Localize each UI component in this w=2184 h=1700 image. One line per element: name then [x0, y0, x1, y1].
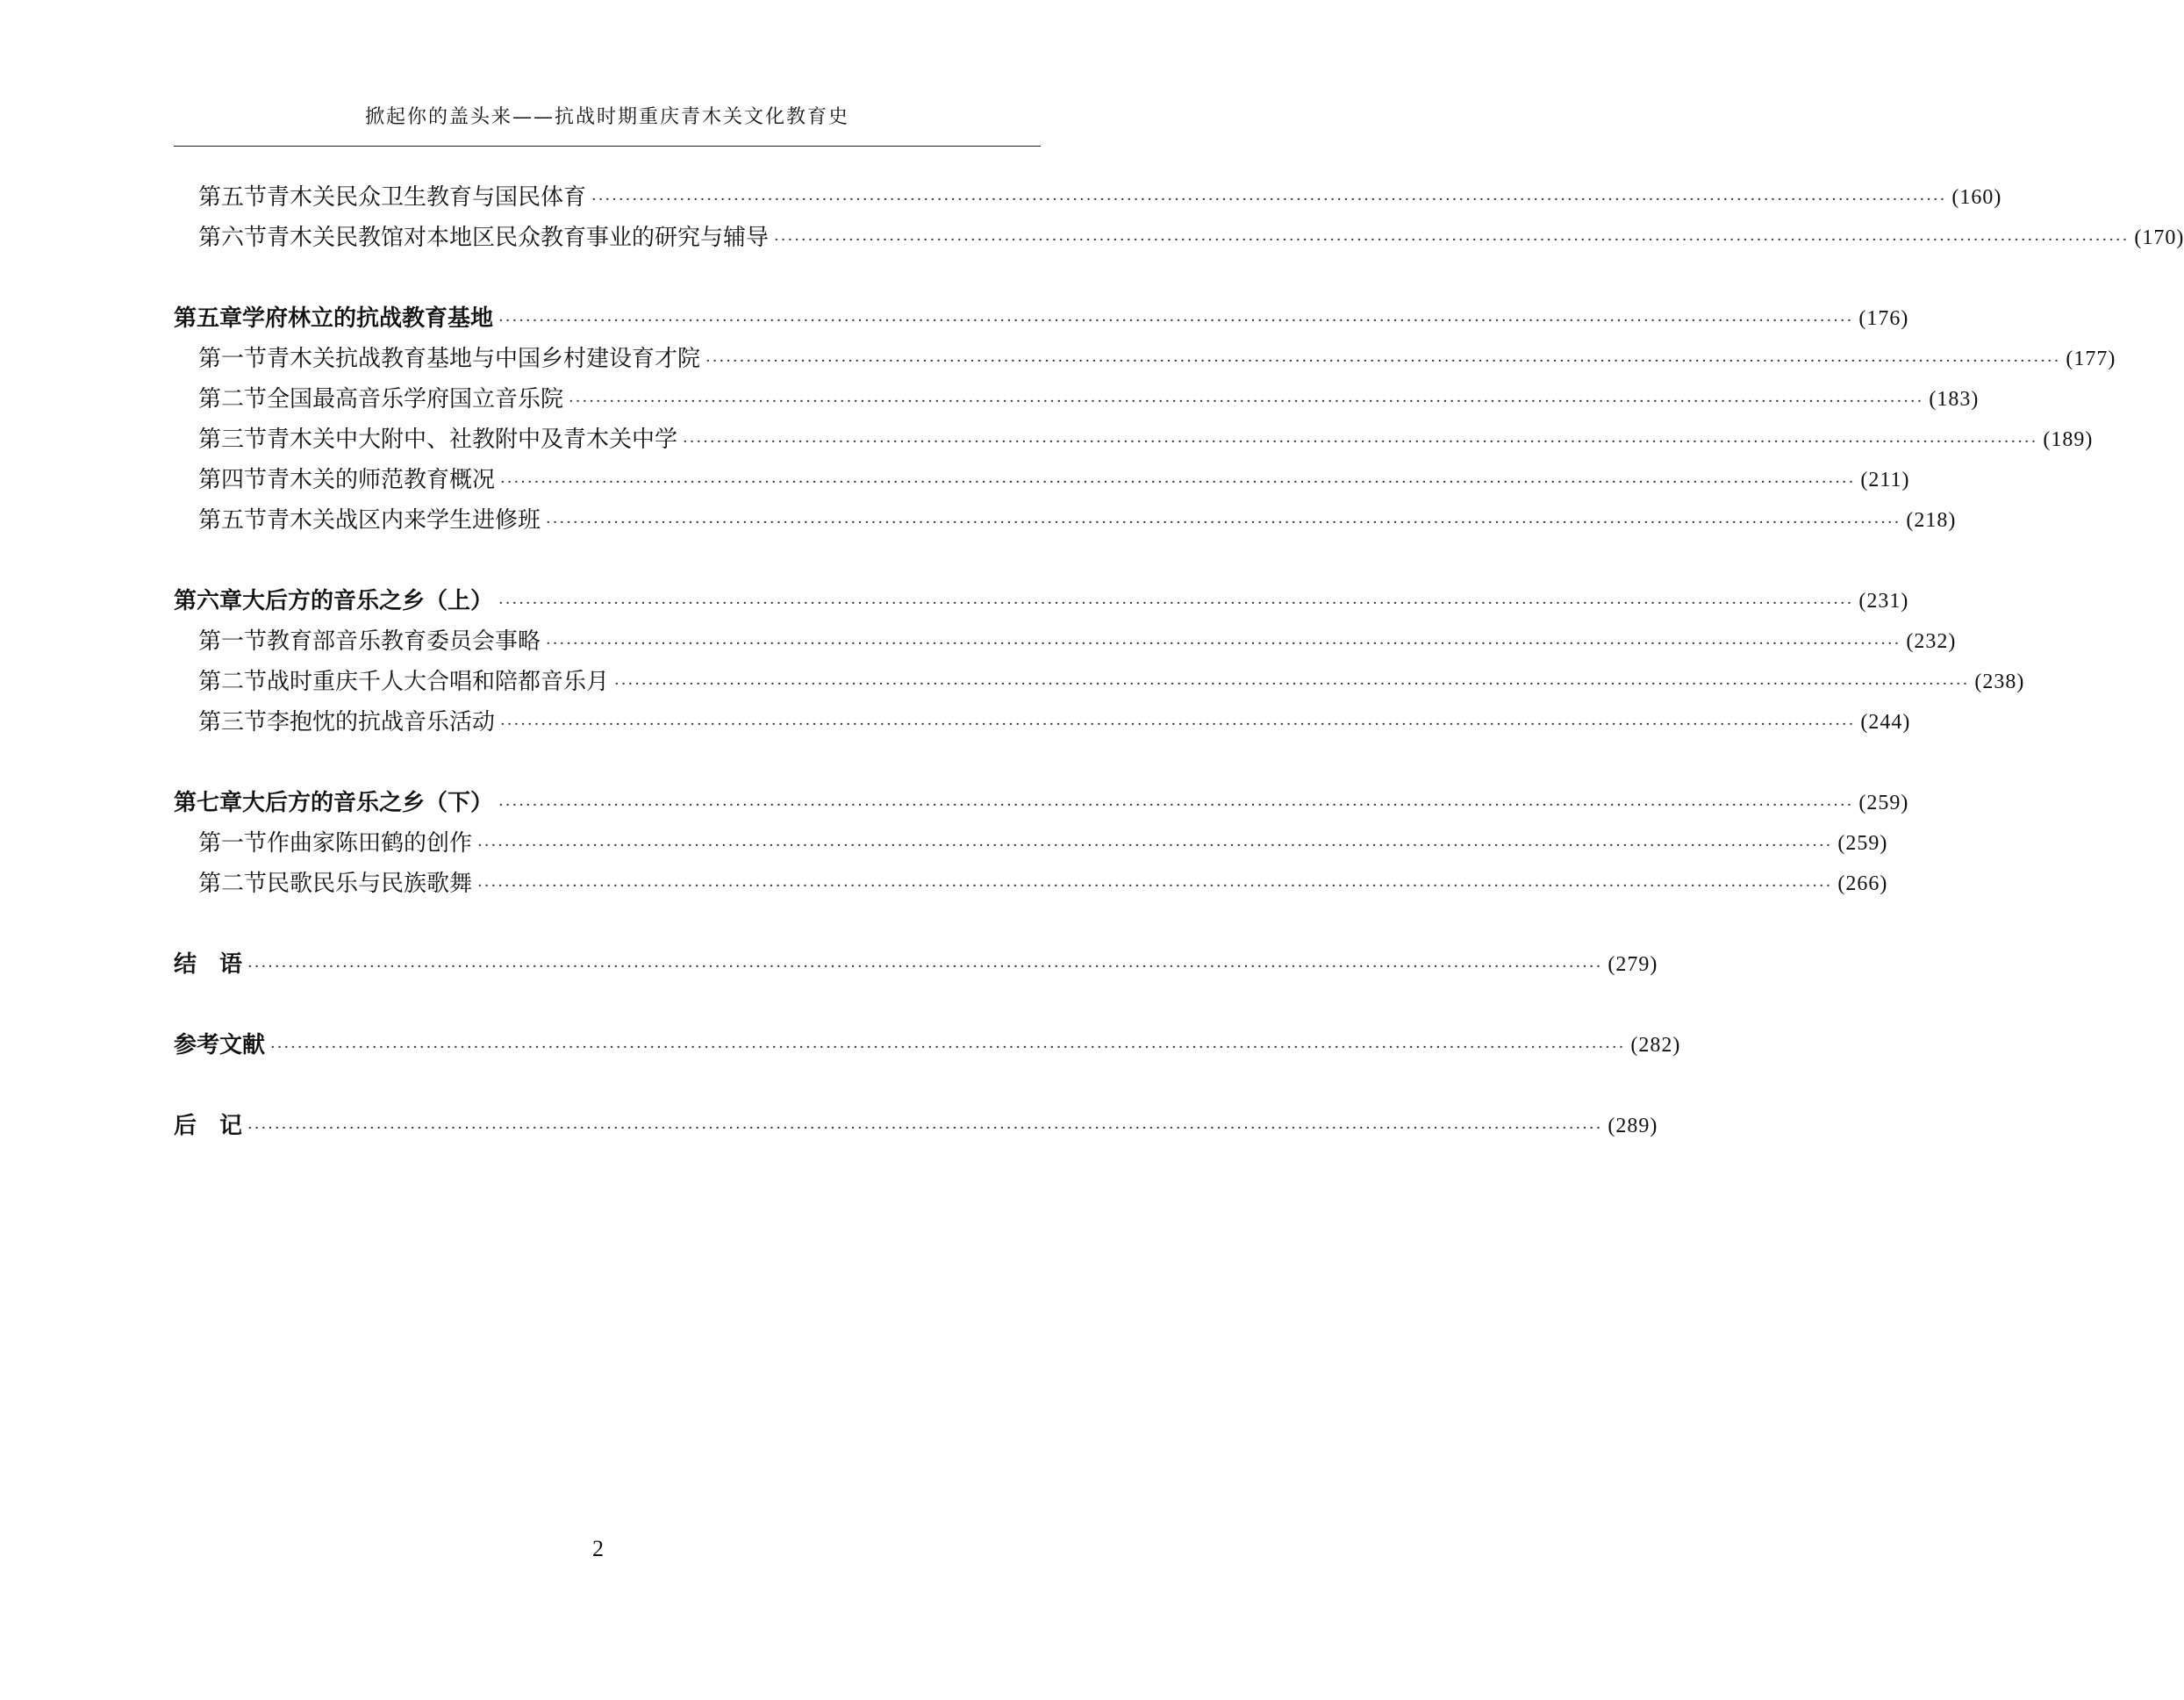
- dot-leader: ········································································································································································································: [591, 190, 1947, 209]
- dot-leader: ········································································································································································································: [546, 635, 1901, 653]
- dot-leader: ········································································································································································································: [500, 715, 1856, 734]
- entry-number: 第一节: [198, 346, 268, 372]
- dot-leader: ········································································································································································································: [569, 392, 1924, 411]
- entry-page-number: (160): [1951, 186, 2002, 209]
- entry-title: 后 记: [174, 1113, 243, 1139]
- entry-number: 第一节: [198, 628, 268, 655]
- toc-section-entry[interactable]: [174, 621, 1957, 662]
- dot-leader: ········································································································································································································: [247, 958, 1603, 976]
- entry-page-number: (282): [1630, 1034, 1681, 1057]
- entry-title: 作曲家陈田鹤的创作: [267, 830, 473, 857]
- entry-page-number: (279): [1608, 953, 1658, 976]
- entry-number: 第五节: [198, 507, 268, 534]
- entry-number: 第二节: [198, 386, 268, 412]
- toc-block: [174, 944, 1658, 985]
- header-divider: [174, 146, 1041, 147]
- toc-block: [174, 581, 2025, 742]
- entry-page-number: (259): [1858, 792, 1909, 814]
- entry-number: 第一节: [198, 830, 268, 857]
- page-number: 2: [592, 1536, 604, 1561]
- entry-page-number: (183): [1929, 388, 1980, 411]
- entry-title: 结 语: [174, 951, 243, 978]
- toc-block: [174, 177, 2184, 258]
- entry-number: 第二节: [198, 669, 268, 695]
- entry-number: 第三节: [198, 709, 268, 735]
- entry-title: 青木关民众卫生教育与国民体育: [267, 184, 587, 211]
- toc-chapter-entry[interactable]: [174, 1025, 1681, 1065]
- entry-page-number: (176): [1858, 307, 1909, 330]
- toc-section-entry[interactable]: [174, 864, 1888, 904]
- entry-number: 第五节: [198, 184, 268, 211]
- dot-leader: ········································································································································································································: [614, 675, 1970, 693]
- dot-leader: ········································································································································································································: [546, 513, 1901, 532]
- entry-title: 青木关中大附中、社教附中及青木关中学: [267, 427, 678, 453]
- toc-section-entry[interactable]: [174, 823, 1888, 864]
- entry-number: 第三节: [198, 427, 268, 453]
- toc-chapter-entry[interactable]: [174, 944, 1658, 985]
- toc-section-entry[interactable]: [174, 420, 2094, 460]
- entry-page-number: (238): [1974, 671, 2025, 693]
- table-of-contents: [174, 177, 2184, 1187]
- entry-title: 李抱忱的抗战音乐活动: [267, 709, 496, 735]
- toc-block: [174, 298, 2116, 541]
- entry-page-number: (232): [1906, 630, 1957, 653]
- entry-number: 第七章: [174, 790, 243, 816]
- entry-page-number: (189): [2043, 428, 2094, 451]
- entry-title: 青木关民教馆对本地区民众教育事业的研究与辅导: [267, 225, 770, 251]
- entry-title: 战时重庆千人大合唱和陪都音乐月: [267, 669, 610, 695]
- toc-block: [174, 1106, 1658, 1146]
- entry-number: 第六节: [198, 225, 268, 251]
- toc-section-entry[interactable]: [174, 177, 2002, 218]
- dot-leader: ········································································································································································································: [774, 231, 2130, 249]
- entry-title: 大后方的音乐之乡（上）: [242, 588, 494, 614]
- toc-section-entry[interactable]: [174, 460, 1910, 500]
- entry-title: 民歌民乐与民族歌舞: [267, 871, 473, 897]
- entry-number: 第二节: [198, 871, 268, 897]
- entry-title: 教育部音乐教育委员会事略: [267, 628, 541, 655]
- entry-page-number: (289): [1608, 1115, 1658, 1137]
- dot-leader: ········································································································································································································: [498, 594, 1854, 613]
- entry-page-number: (170): [2134, 226, 2184, 249]
- toc-block: [174, 783, 1909, 904]
- entry-page-number: (218): [1906, 509, 1957, 532]
- entry-page-number: (177): [2066, 348, 2116, 370]
- entry-page-number: (211): [1860, 469, 1910, 491]
- entry-page-number: (231): [1858, 590, 1909, 613]
- entry-title: 学府林立的抗战教育基地: [242, 305, 494, 332]
- entry-page-number: (266): [1837, 872, 1888, 895]
- entry-page-number: (244): [1860, 711, 1911, 734]
- toc-chapter-entry[interactable]: [174, 298, 1909, 339]
- dot-leader: ········································································································································································································: [498, 312, 1854, 330]
- toc-section-entry[interactable]: [174, 379, 1980, 420]
- dot-leader: ········································································································································································································: [477, 836, 1833, 855]
- toc-section-entry[interactable]: [174, 702, 1911, 742]
- toc-chapter-entry[interactable]: [174, 783, 1909, 823]
- entry-title: 青木关的师范教育概况: [267, 467, 496, 493]
- dot-leader: ········································································································································································································: [500, 473, 1856, 491]
- dot-leader: ········································································································································································································: [683, 433, 2038, 451]
- entry-title: 全国最高音乐学府国立音乐院: [267, 386, 564, 412]
- entry-title: 大后方的音乐之乡（下）: [242, 790, 494, 816]
- toc-chapter-entry[interactable]: [174, 1106, 1658, 1146]
- toc-section-entry[interactable]: [174, 500, 1957, 541]
- dot-leader: ········································································································································································································: [705, 352, 2061, 370]
- toc-block: [174, 1025, 1681, 1065]
- toc-section-entry[interactable]: [174, 339, 2116, 379]
- dot-leader: ········································································································································································································: [498, 796, 1854, 814]
- dot-leader: ········································································································································································································: [270, 1038, 1626, 1057]
- entry-number: 第四节: [198, 467, 268, 493]
- dot-leader: ········································································································································································································: [477, 877, 1833, 895]
- entry-number: 第五章: [174, 305, 243, 332]
- dot-leader: ········································································································································································································: [247, 1119, 1603, 1137]
- toc-section-entry[interactable]: [174, 218, 2184, 258]
- entry-title: 参考文献: [174, 1032, 266, 1058]
- entry-title: 青木关战区内来学生进修班: [267, 507, 541, 534]
- entry-number: 第六章: [174, 588, 243, 614]
- toc-section-entry[interactable]: [174, 662, 2025, 702]
- running-header: 掀起你的盖头来——抗战时期重庆青木关文化教育史: [364, 106, 849, 128]
- entry-title: 青木关抗战教育基地与中国乡村建设育才院: [267, 346, 701, 372]
- entry-page-number: (259): [1837, 832, 1888, 855]
- toc-chapter-entry[interactable]: [174, 581, 1909, 621]
